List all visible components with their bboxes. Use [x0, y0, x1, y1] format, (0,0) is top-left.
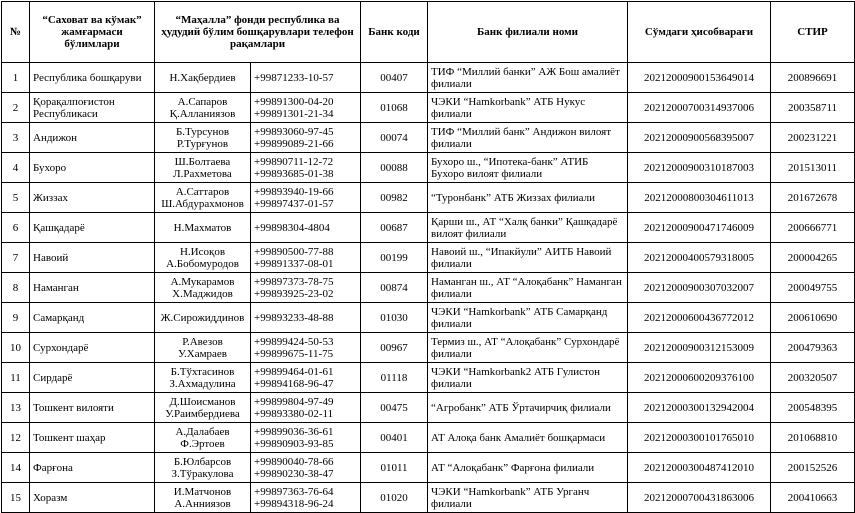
- table-header: [2, 2, 855, 63]
- phone-numbers-line: +99893925-23-02: [254, 287, 334, 300]
- tin-number: 201068810: [771, 423, 855, 453]
- table-row: [2, 93, 855, 123]
- manager-names-line: Б.Турсунов: [175, 125, 230, 138]
- manager-names-line: Ж.Сирожиддинов: [160, 311, 245, 324]
- row-number: 4: [2, 153, 30, 183]
- phone-numbers: [251, 93, 361, 123]
- account-number: 20212000700314937006: [628, 93, 771, 123]
- tin-number: 200666771: [771, 213, 855, 243]
- account-number: 20212000900307032007: [628, 273, 771, 303]
- phone-numbers-line: +99899089-21-66: [254, 137, 334, 150]
- manager-names-line: З.Тўракулова: [171, 467, 234, 480]
- manager-names-line: А.Далабаев: [175, 425, 230, 438]
- branch-name: Термиз ш., АТ “Алоқабанк” Сурхондарё филиали: [428, 333, 628, 363]
- account-number: 20212000300487412010: [628, 453, 771, 483]
- branch-name: Бухоро ш., “Ипотека-банк” АТИБ Бухоро вилоят филиали: [428, 153, 628, 183]
- branch-name: Наманган ш., АТ “Алоқабанк” Наманган филиали: [428, 273, 628, 303]
- phone-numbers-line: +99894318-96-24: [254, 497, 334, 510]
- account-number: 20212000800304611013: [628, 183, 771, 213]
- bank-code: 00982: [361, 183, 428, 213]
- phone-numbers: [251, 483, 361, 513]
- phone-numbers-line: +99893685-01-38: [254, 167, 334, 180]
- phone-numbers-line: +99897363-76-64: [254, 485, 334, 498]
- phone-numbers: [251, 63, 361, 93]
- tin-number: 200320507: [771, 363, 855, 393]
- bank-code: 01011: [361, 453, 428, 483]
- manager-names-line: А.Сапаров: [177, 95, 228, 108]
- account-number: 20212000600436772012: [628, 303, 771, 333]
- phone-numbers: [251, 243, 361, 273]
- region-name: Тошкент шаҳар: [30, 423, 155, 453]
- manager-names: [155, 183, 251, 213]
- bank-code: 01030: [361, 303, 428, 333]
- tin-number: 200610690: [771, 303, 855, 333]
- bank-code: 00088: [361, 153, 428, 183]
- branch-name: ЧЭКИ “Hamkorbank2 АТБ Гулистон филиали: [428, 363, 628, 393]
- manager-names: [155, 333, 251, 363]
- tin-number: 200896691: [771, 63, 855, 93]
- phone-numbers-line: +99893060-97-45: [254, 125, 334, 138]
- manager-names-line: Р.Турғунов: [176, 137, 229, 150]
- phone-numbers: [251, 153, 361, 183]
- tin-number: 200410663: [771, 483, 855, 513]
- region-name: Бухоро: [30, 153, 155, 183]
- region-name: Навоий: [30, 243, 155, 273]
- tin-number: 201672678: [771, 183, 855, 213]
- manager-names-line: Н.Махматов: [173, 221, 232, 234]
- branch-name: “Агробанк” АТБ Ўртачирчиқ филиали: [428, 393, 628, 423]
- phone-numbers: [251, 303, 361, 333]
- table-row: [2, 123, 855, 153]
- branch-name: “Туронбанк” АТБ Жиззах филиали: [428, 183, 628, 213]
- manager-names-line: И.Матчонов: [173, 485, 232, 498]
- table-row: [2, 213, 855, 243]
- header-tin: СТИР: [771, 2, 855, 63]
- phone-numbers-line: +99899464-01-61: [254, 365, 334, 378]
- manager-names: [155, 243, 251, 273]
- phone-numbers-line: +99899036-36-61: [254, 425, 334, 438]
- manager-names-line: Н.Хақбердиев: [169, 71, 236, 84]
- manager-names-line: Б.Юлбарсов: [173, 455, 232, 468]
- phone-numbers-line: +99899804-97-49: [254, 395, 334, 408]
- manager-names-line: А.Мукарамов: [170, 275, 235, 288]
- manager-names: [155, 453, 251, 483]
- row-number: 15: [2, 483, 30, 513]
- phone-numbers-line: +99894168-96-47: [254, 377, 334, 390]
- bank-code: 00199: [361, 243, 428, 273]
- phone-numbers: [251, 333, 361, 363]
- phone-numbers-line: +99890500-77-88: [254, 245, 334, 258]
- branches-table: [1, 1, 855, 513]
- region-name: Сурхондарё: [30, 333, 155, 363]
- tin-number: 200548395: [771, 393, 855, 423]
- account-number: 20212000900471746009: [628, 213, 771, 243]
- row-number: 9: [2, 303, 30, 333]
- phone-numbers: [251, 423, 361, 453]
- branch-name: ТИФ “Миллий банки” АЖ Бош амалиёт филиали: [428, 63, 628, 93]
- phone-numbers-line: +99890903-93-85: [254, 437, 334, 450]
- phone-numbers: [251, 183, 361, 213]
- account-number: 20212000300101765010: [628, 423, 771, 453]
- phone-numbers-line: +99893940-19-66: [254, 185, 334, 198]
- tin-number: 200049755: [771, 273, 855, 303]
- manager-names: [155, 423, 251, 453]
- branch-name: Навоий ш., “Ипакйули” АИТБ Навоий филиали: [428, 243, 628, 273]
- manager-names: [155, 213, 251, 243]
- branch-name: АТ Алоқа банк Амалиёт бошқармаси: [428, 423, 628, 453]
- region-name: Фарғона: [30, 453, 155, 483]
- phone-numbers-line: +99871233-10-57: [254, 71, 334, 84]
- manager-names: [155, 63, 251, 93]
- phone-numbers-line: +99898304-4804: [254, 221, 330, 234]
- table-row: [2, 423, 855, 453]
- account-number: 20212000600209376100: [628, 363, 771, 393]
- branch-name: Қарши ш., АТ “Халқ банки” Қашқадарё вилоят филиали: [428, 213, 628, 243]
- region-name: Наманган: [30, 273, 155, 303]
- account-number: 20212000900153649014: [628, 63, 771, 93]
- account-number: 20212000400579318005: [628, 243, 771, 273]
- region-name: Хоразм: [30, 483, 155, 513]
- bank-code: 01118: [361, 363, 428, 393]
- region-name: Самарқанд: [30, 303, 155, 333]
- account-number: 20212000300132942004: [628, 393, 771, 423]
- phone-numbers-line: +99891337-08-01: [254, 257, 334, 270]
- row-number: 8: [2, 273, 30, 303]
- bank-code: 00687: [361, 213, 428, 243]
- phone-numbers-line: +99891300-04-20: [254, 95, 334, 108]
- row-number: 14: [2, 453, 30, 483]
- manager-names: [155, 273, 251, 303]
- document-page: [1, 1, 854, 509]
- table-row: [2, 333, 855, 363]
- manager-names-line: А.Анниязов: [174, 497, 231, 510]
- table-row: [2, 483, 855, 513]
- branch-name: АТ “Алоқабанк” Фарғона филиали: [428, 453, 628, 483]
- manager-names: [155, 483, 251, 513]
- manager-names-line: А.Бобомуродов: [166, 257, 239, 270]
- table-row: [2, 303, 855, 333]
- account-number: 20212000700431863006: [628, 483, 771, 513]
- bank-code: 00475: [361, 393, 428, 423]
- manager-names-line: Ф.Эртоев: [180, 437, 225, 450]
- header-bank-code: Банк коди: [361, 2, 428, 63]
- header-branch: Банк филиали номи: [428, 2, 628, 63]
- tin-number: 200231221: [771, 123, 855, 153]
- table-row: [2, 243, 855, 273]
- bank-code: 01068: [361, 93, 428, 123]
- phone-numbers: [251, 453, 361, 483]
- manager-names-line: У.Хамраев: [178, 347, 227, 360]
- region-name: Сирдарё: [30, 363, 155, 393]
- row-number: 7: [2, 243, 30, 273]
- phone-numbers-line: +99897437-01-57: [254, 197, 334, 210]
- bank-code: 00074: [361, 123, 428, 153]
- manager-names-line: Қ.Алланиязов: [169, 107, 236, 120]
- manager-names-line: Ш.Болтаева: [174, 155, 231, 168]
- phone-numbers-line: +99899424-50-53: [254, 335, 334, 348]
- manager-names-line: Б.Тўхтасинов: [170, 365, 235, 378]
- header-fund: “Саховат ва кўмак” жамғармаси бўлимлари: [30, 2, 155, 63]
- manager-names: [155, 93, 251, 123]
- account-number: 20212000900310187003: [628, 153, 771, 183]
- manager-names-line: З.Ахмадулина: [169, 377, 236, 390]
- region-name: Қашқадарё: [30, 213, 155, 243]
- tin-number: 200358711: [771, 93, 855, 123]
- phone-numbers-line: +99893380-02-11: [254, 407, 334, 420]
- phone-numbers-line: +99899675-11-75: [254, 347, 334, 360]
- tin-number: 201513011: [771, 153, 855, 183]
- manager-names-line: Н.Исоқов: [179, 245, 226, 258]
- bank-code: 00401: [361, 423, 428, 453]
- manager-names-line: У.Раимбердиева: [165, 407, 240, 420]
- phone-numbers-line: +99891301-21-34: [254, 107, 334, 120]
- table-row: [2, 363, 855, 393]
- manager-names-line: А.Саттаров: [175, 185, 230, 198]
- table-body: [2, 63, 855, 513]
- branch-name: ЧЭКИ “Hamkorbank” АТБ Урганч филиали: [428, 483, 628, 513]
- branch-name: ЧЭКИ “Hamkorbank” АТБ Нукус филиали: [428, 93, 628, 123]
- region-name: Республика бошқаруви: [30, 63, 155, 93]
- manager-names: [155, 303, 251, 333]
- bank-code: 00967: [361, 333, 428, 363]
- row-number: 10: [2, 333, 30, 363]
- phone-numbers-line: +99893233-48-88: [254, 311, 334, 324]
- branch-name: ТИФ “Миллий банк” Андижон вилоят филиали: [428, 123, 628, 153]
- phone-numbers-line: +99897373-78-75: [254, 275, 334, 288]
- phone-numbers: [251, 393, 361, 423]
- manager-names: [155, 153, 251, 183]
- row-number: 3: [2, 123, 30, 153]
- row-number: 6: [2, 213, 30, 243]
- row-number: 11: [2, 363, 30, 393]
- row-number: 2: [2, 93, 30, 123]
- header-phones: “Маҳалла” фонди республика ва ҳудудий бўлим бошқарувлари телефон рақамлари: [155, 2, 361, 63]
- table-row: [2, 63, 855, 93]
- phone-numbers-line: +99890711-12-72: [254, 155, 334, 168]
- tin-number: 200479363: [771, 333, 855, 363]
- branch-name: ЧЭКИ “Hamkorbank” АТБ Самарқанд филиали: [428, 303, 628, 333]
- region-name: Тошкент вилояти: [30, 393, 155, 423]
- phone-numbers: [251, 123, 361, 153]
- region-name: Жиззах: [30, 183, 155, 213]
- manager-names-line: Д.Шоисманов: [169, 395, 236, 408]
- row-number: 1: [2, 63, 30, 93]
- tin-number: 200152526: [771, 453, 855, 483]
- header-num: №: [2, 2, 30, 63]
- manager-names-line: Ш.Абдурахмонов: [161, 197, 244, 210]
- manager-names-line: Р.Авезов: [182, 335, 223, 348]
- row-number: 13: [2, 393, 30, 423]
- bank-code: 00874: [361, 273, 428, 303]
- bank-code: 00407: [361, 63, 428, 93]
- manager-names-line: Л.Рахметова: [173, 167, 232, 180]
- manager-names: [155, 123, 251, 153]
- account-number: 20212000900312153009: [628, 333, 771, 363]
- phone-numbers-line: +99890040-78-66: [254, 455, 334, 468]
- table-row: [2, 393, 855, 423]
- phone-numbers: [251, 273, 361, 303]
- header-account: Сўмдаги ҳисобварағи: [628, 2, 771, 63]
- table-row: [2, 153, 855, 183]
- table-row: [2, 183, 855, 213]
- phone-numbers: [251, 363, 361, 393]
- tin-number: 200004265: [771, 243, 855, 273]
- table-row: [2, 273, 855, 303]
- account-number: 20212000900568395007: [628, 123, 771, 153]
- manager-names: [155, 363, 251, 393]
- manager-names: [155, 393, 251, 423]
- phone-numbers-line: +99890230-38-47: [254, 467, 334, 480]
- row-number: 12: [2, 423, 30, 453]
- row-number: 5: [2, 183, 30, 213]
- manager-names-line: Х.Маджидов: [172, 287, 233, 300]
- phone-numbers: [251, 213, 361, 243]
- bank-code: 01020: [361, 483, 428, 513]
- region-name: Андижон: [30, 123, 155, 153]
- region-name: Қорақалпоғистон Республикаси: [30, 93, 155, 123]
- table-row: [2, 453, 855, 483]
